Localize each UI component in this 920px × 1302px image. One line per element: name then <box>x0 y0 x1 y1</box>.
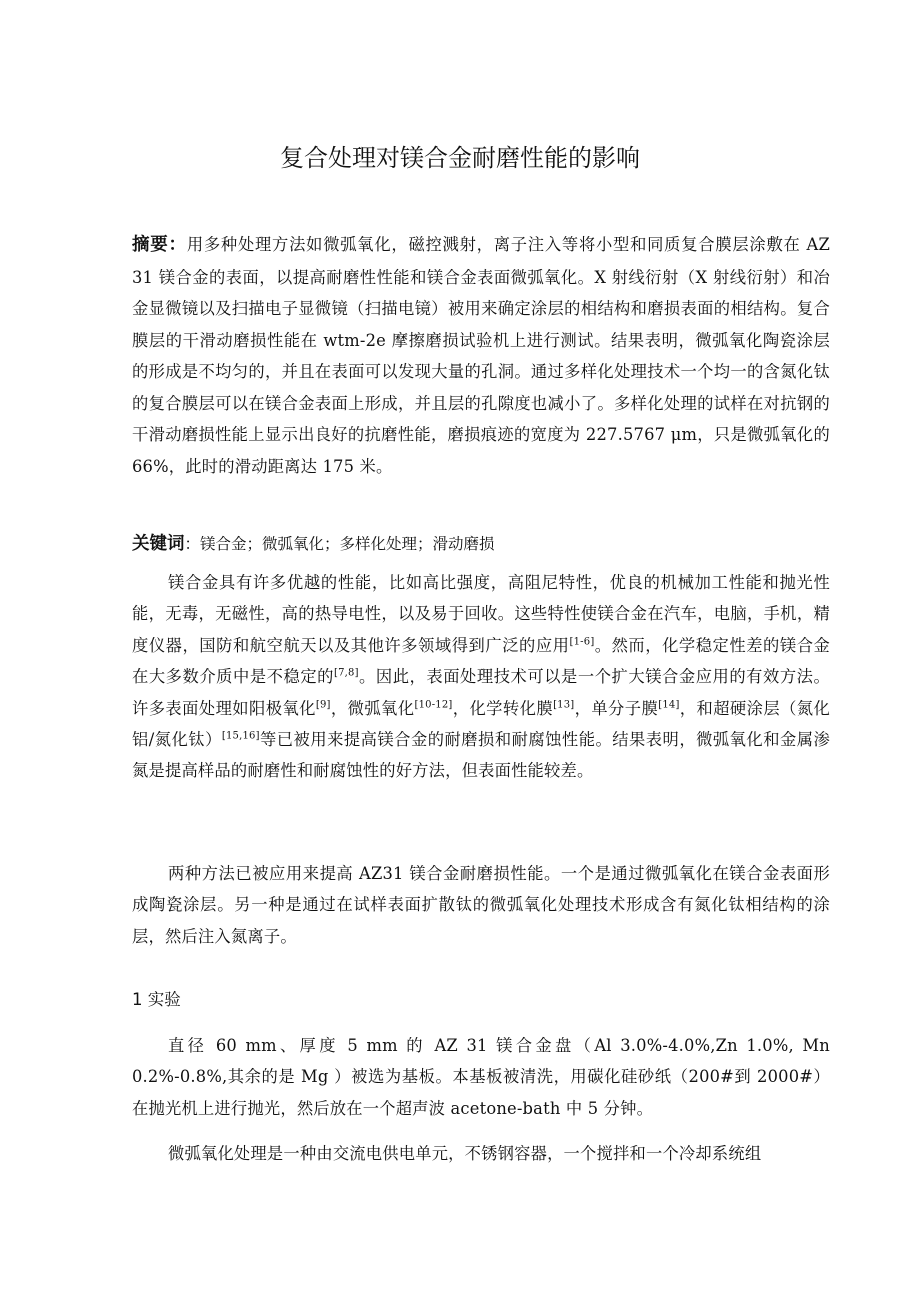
citation: [7,8] <box>333 667 359 679</box>
intro-paragraph-2: 两种方法已被应用来提高 AZ31 镁合金耐磨损性能。一个是通过微弧氧化在镁合金表面形成陶瓷涂层。另一种是通过在试样表面扩散钛的微弧氧化处理技术形成含有氮化钛相结构的涂层，然后注入氮离子。 <box>132 864 830 946</box>
text-run: ，和超硬涂层（氮化铝/氮化钛） <box>132 698 830 750</box>
text-run: 。因此，表面处理技术可以是一个扩大镁合金应用的有效方法。许多表面处理如阳极氧化 <box>132 667 830 718</box>
citation: [15,16] <box>221 730 260 742</box>
text-run: 镁合金具有许多优越的性能，比如高比强度，高阻尼特性，优良的机械加工性能和抛光性能，无毒，无磁性，高的热导电性，以及易于回收。这些特性使镁合金在汽车，电脑，手机，精度仪器，国防和航空航天以及其他许多领域得到广泛的应用 <box>132 573 830 655</box>
keywords-text: ：镁合金；微弧氧化；多样化处理；滑动磨损 <box>184 535 495 553</box>
text-run: 。然而，化学稳定性差的镁合金在大多数介质中是不稳定的 <box>132 635 831 687</box>
text-run: 等已被用来提高镁合金的耐磨损和耐腐蚀性能。结果表明，微弧氧化和金属渗氮是提高样品的耐磨性和耐腐蚀性的好方法，但表面性能较差。 <box>132 730 831 781</box>
experiment-paragraph-1: 直径 60 mm、厚度 5 mm 的 AZ 31 镁合金盘（Al 3.0%-4.0%,Zn 1.0%, Mn 0.2%-0.8%,其余的是 Mg ）被选为基板。本基板被清洗，用碳化硅砂纸（200#到 2000#）在抛光机上进行抛光，然后放在一个超声波 acetone-bath 中 5 分钟。 <box>132 1036 830 1118</box>
keywords-label: 关键词 <box>132 534 185 554</box>
abstract-label: 摘要： <box>132 235 187 255</box>
text-run: ，单分子膜 <box>574 698 659 718</box>
keywords <box>132 529 830 561</box>
paper-title: 复合处理对镁合金耐磨性能的影响 <box>280 144 640 172</box>
citation: [9] <box>315 699 331 711</box>
citation: [13] <box>553 699 575 711</box>
experiment-paragraph-2: 微弧氧化处理是一种由交流电供电单元，不锈钢容器，一个搅拌和一个冷却系统组 <box>168 1144 762 1163</box>
citation: [1-6] <box>569 636 595 648</box>
text-run: ，微弧氧化 <box>330 698 415 718</box>
section-heading-experiment: 1 实验 <box>132 990 181 1009</box>
abstract <box>132 229 830 482</box>
citation: [14] <box>658 699 680 711</box>
citation: [10-12] <box>414 699 453 711</box>
text-run: ，化学转化膜 <box>452 698 554 718</box>
intro-paragraph-1 <box>132 567 830 787</box>
abstract-text: 用多种处理方法如微弧氧化，磁控溅射，离子注入等将小型和同质复合膜层涂敷在 AZ 31 镁合金的表面，以提高耐磨性性能和镁合金表面微弧氧化。X 射线衍射（X 射线衍射）和冶金显微镜以及扫描电子显微镜（扫描电镜）被用来确定涂层的相结构和磨损表面的相结构。复合膜层的干滑动磨损性能在 wtm-2e 摩擦磨损试验机上进行测试。结果表明，微弧氧化陶瓷涂层的形成是不均匀的，并且在表面可以发现大量的孔洞。通过多样化处理技术一个均一的含氮化钛的复合膜层可以在镁合金表面上形成，并且层的孔隙度也减小了。多样化处理的试样在对抗钢的干滑动磨损性能上显示出良好的抗磨性能，磨损痕迹的宽度为 227.5767 μm，只是微弧氧化的 66%，此时的滑动距离达 175 米。 <box>132 235 830 476</box>
